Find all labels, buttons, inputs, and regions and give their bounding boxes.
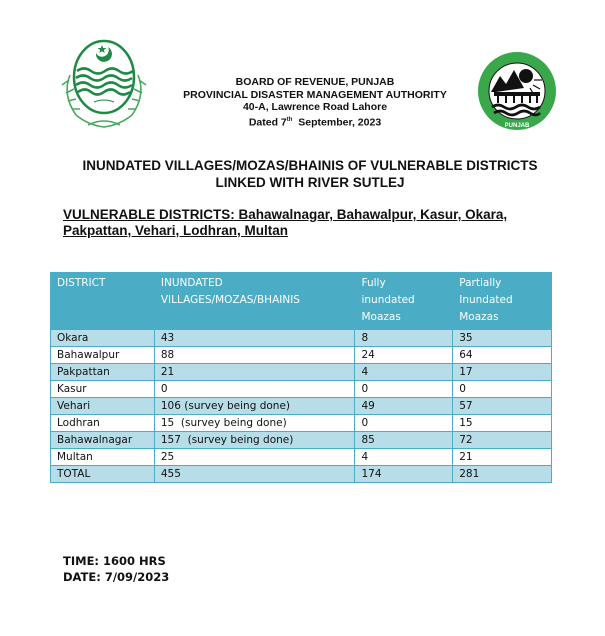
authority-name: PROVINCIAL DISASTER MANAGEMENT AUTHORITY — [183, 88, 447, 101]
header-partially-inundated: Partially Inundated Moazas — [453, 273, 552, 330]
table-row — [51, 432, 552, 449]
cell-fully: 85 — [355, 432, 453, 449]
cell-partial: 57 — [453, 398, 552, 415]
title-line-1: INUNDATED VILLAGES/MOZAS/BHAINIS OF VULNERABLE DISTRICTS — [82, 158, 538, 173]
cell-partial: 0 — [453, 381, 552, 398]
inundation-table — [50, 272, 552, 483]
cell-district: Bahawalnagar — [51, 432, 155, 449]
report-date: DATE: 7/09/2023 — [63, 570, 170, 584]
cell-partial: 64 — [453, 347, 552, 364]
cell-partial: 72 — [453, 432, 552, 449]
cell-partial: 15 — [453, 415, 552, 432]
cell-villages: 43 — [154, 330, 355, 347]
table-row — [51, 449, 552, 466]
punjab-emblem-icon — [52, 35, 156, 135]
table-row — [51, 330, 552, 347]
table-row — [51, 347, 552, 364]
cell-district: Kasur — [51, 381, 155, 398]
cell-district: Okara — [51, 330, 155, 347]
address: 40-A, Lawrence Road Lahore — [242, 101, 388, 113]
cell-partial: 21 — [453, 449, 552, 466]
cell-partial: 35 — [453, 330, 552, 347]
cell-district: Bahawalpur — [51, 347, 155, 364]
cell-villages: 455 — [154, 466, 355, 483]
punjab-government-logo — [52, 35, 156, 135]
cell-villages: 0 — [154, 381, 355, 398]
header-district: DISTRICT — [51, 273, 155, 330]
cell-district: Vehari — [51, 398, 155, 415]
header-inundated-villages: INUNDATED VILLAGES/MOZAS/BHAINIS — [154, 273, 355, 330]
org-name: BOARD OF REVENUE, PUNJAB — [235, 76, 395, 88]
table-row — [51, 364, 552, 381]
cell-fully: 49 — [355, 398, 453, 415]
vulnerable-line-2: Pakpattan, Vehari, Lodhran, Multan — [63, 223, 289, 238]
dated-line: Dated 7th September, 2023 — [248, 116, 382, 128]
title-line-2: LINKED WITH RIVER SUTLEJ — [215, 175, 405, 190]
letterhead — [150, 76, 480, 129]
cell-villages: 157 (survey being done) — [154, 432, 355, 449]
report-time: TIME: 1600 HRS — [63, 554, 166, 568]
table-row — [51, 415, 552, 432]
header-fully-inundated: Fully inundated Moazas — [355, 273, 453, 330]
vulnerable-line-1: VULNERABLE DISTRICTS: Bahawalnagar, Bahawalpur, Kasur, Okara, — [63, 207, 508, 222]
table-row — [51, 398, 552, 415]
cell-district: Pakpattan — [51, 364, 155, 381]
cell-fully: 8 — [355, 330, 453, 347]
report-timestamp — [63, 553, 169, 585]
cell-partial: 281 — [453, 466, 552, 483]
cell-villages: 88 — [154, 347, 355, 364]
table-header-row — [51, 273, 552, 330]
cell-district: Multan — [51, 449, 155, 466]
pdma-emblem-icon — [476, 50, 558, 132]
table-row — [51, 381, 552, 398]
cell-fully: 24 — [355, 347, 453, 364]
cell-partial: 17 — [453, 364, 552, 381]
cell-district: TOTAL — [51, 466, 155, 483]
cell-fully: 4 — [355, 449, 453, 466]
cell-fully: 0 — [355, 381, 453, 398]
cell-fully: 174 — [355, 466, 453, 483]
table-total-row — [51, 466, 552, 483]
cell-villages: 106 (survey being done) — [154, 398, 355, 415]
vulnerable-districts — [63, 207, 583, 239]
cell-district: Lodhran — [51, 415, 155, 432]
cell-villages: 21 — [154, 364, 355, 381]
cell-villages: 25 — [154, 449, 355, 466]
pdma-logo-punjab-text: PUNJAB — [504, 123, 530, 129]
cell-fully: 0 — [355, 415, 453, 432]
pdma-logo — [476, 50, 558, 132]
document-title — [40, 157, 580, 191]
cell-fully: 4 — [355, 364, 453, 381]
cell-villages: 15 (survey being done) — [154, 415, 355, 432]
